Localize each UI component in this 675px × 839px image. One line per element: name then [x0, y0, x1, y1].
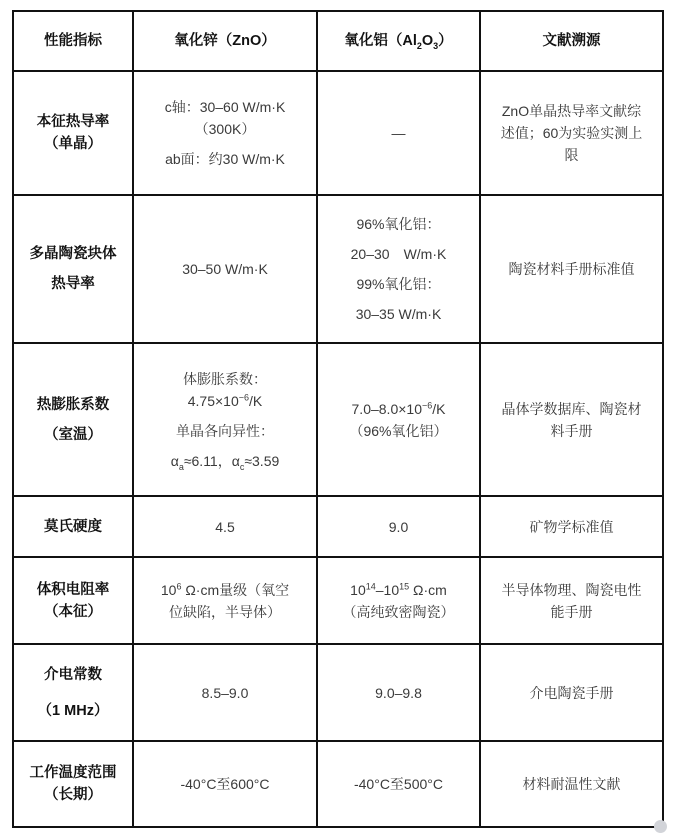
al2o3-cte-unit: /K: [432, 400, 446, 417]
al2o3-cell: [317, 496, 480, 557]
source-cell: [480, 557, 663, 644]
al2o3-cell: [317, 741, 480, 827]
header-al2o3-sub1: 2: [416, 40, 422, 51]
zno-line: ab面：约30 W/m·K: [165, 151, 285, 167]
zno-line: -40°C至600°C: [180, 776, 270, 792]
source-line: 晶体学数据库、陶瓷材: [501, 400, 642, 417]
zno-line: [138, 450, 312, 472]
header-al2o3-sub2: 3: [433, 40, 439, 51]
zno-cell: [133, 496, 317, 557]
al2o3-res-unit: Ω·cm: [409, 581, 447, 598]
metric-line: 介电常数: [44, 666, 102, 683]
metric-line: 工作温度范围: [29, 765, 117, 781]
zno-line: [138, 579, 312, 601]
header-source-label: 文献溯源: [542, 33, 601, 49]
alpha-c-val: ≈3.59: [244, 452, 280, 469]
zno-line: 单晶各向异性：: [176, 422, 274, 439]
header-al2o3-suffix: ）: [438, 33, 453, 49]
al2o3-line: [322, 579, 475, 601]
al2o3-line: 9.0–9.8: [375, 684, 422, 701]
zno-res-base: 10: [160, 581, 177, 598]
alpha-c-sub: c: [239, 461, 245, 472]
metric-cell: [13, 557, 133, 644]
al2o3-res-exp2: 15: [399, 580, 410, 591]
zno-line: （300K）: [194, 121, 256, 137]
table-row: [13, 496, 663, 557]
zno-cte-unit: /K: [249, 392, 263, 409]
header-al2o3-prefix: 氧化铝（Al: [344, 33, 417, 49]
source-line: 材料耐温性文献: [522, 776, 621, 792]
metric-cell: [13, 71, 133, 195]
metric-line: （1 MHz）: [37, 702, 109, 719]
al2o3-line: 20–30 W/m·K: [350, 246, 447, 262]
metric-cell: [13, 343, 133, 496]
zno-res-exp: 6: [176, 580, 182, 591]
source-cell: [480, 496, 663, 557]
source-cell: [480, 71, 663, 195]
header-zno-label: 氧化锌（ZnO）: [174, 33, 276, 49]
table-row: [13, 343, 663, 496]
zno-cell: [133, 741, 317, 827]
al2o3-line: （高纯致密陶瓷）: [342, 603, 455, 620]
metric-line: 热导率: [51, 276, 95, 292]
source-line: 陶瓷材料手册标准值: [508, 261, 635, 277]
al2o3-line: （96%氧化铝）: [349, 422, 448, 439]
alpha-a-sub: a: [178, 461, 184, 472]
al2o3-res-base1: 10: [350, 581, 366, 598]
metric-cell: [13, 195, 133, 343]
table-row: [13, 557, 663, 644]
header-row: [13, 11, 663, 71]
metric-line: （室温）: [44, 426, 102, 443]
al2o3-res-exp1: 14: [365, 580, 376, 591]
al2o3-res-base2: –10: [375, 581, 400, 598]
metric-line: 本征热导率: [36, 114, 110, 130]
table-row: [13, 644, 663, 741]
source-cell: [480, 741, 663, 827]
zno-cte-base: 4.75×10: [187, 392, 239, 409]
zno-line: 8.5–9.0: [201, 684, 249, 701]
alpha-a: α: [170, 452, 179, 469]
al2o3-line: 9.0: [388, 518, 409, 535]
al2o3-line: —: [391, 125, 406, 141]
al2o3-cell: [317, 195, 480, 343]
al2o3-cell: [317, 644, 480, 741]
zno-cell: [133, 71, 317, 195]
source-line: 能手册: [550, 603, 593, 620]
al2o3-line: 96%氧化铝：: [356, 216, 441, 232]
zno-line: 4.5: [215, 518, 235, 535]
zno-cell: [133, 557, 317, 644]
metric-line: （本征）: [44, 603, 102, 620]
metric-line: 体积电阻率: [36, 581, 110, 598]
metric-line: 莫氏硬度: [44, 518, 102, 535]
zno-cell: [133, 644, 317, 741]
source-line: 述值；60为实验实测上: [500, 125, 643, 141]
al2o3-cte-base: 7.0–8.0×10: [351, 400, 422, 417]
zno-line: c轴：30–60 W/m·K: [164, 99, 286, 115]
source-line: 料手册: [550, 422, 593, 439]
al2o3-cell: [317, 343, 480, 496]
properties-table: [12, 10, 664, 828]
table-resize-handle[interactable]: [654, 820, 667, 833]
metric-cell: [13, 644, 133, 741]
al2o3-cell: [317, 71, 480, 195]
metric-cell: [13, 496, 133, 557]
al2o3-line: 99%氧化铝：: [356, 276, 441, 292]
al2o3-line: 30–35 W/m·K: [355, 306, 442, 322]
al2o3-cte-exp: −6: [421, 399, 433, 410]
source-cell: [480, 343, 663, 496]
al2o3-line: [322, 398, 475, 420]
source-line: 限: [564, 147, 579, 163]
zno-line: [138, 390, 312, 412]
metric-line: 热膨胀系数: [36, 396, 110, 413]
source-cell: [480, 195, 663, 343]
zno-line: 30–50 W/m·K: [182, 261, 268, 277]
al2o3-line: -40°C至500°C: [353, 776, 443, 792]
metric-line: （单晶）: [44, 136, 102, 152]
header-source: [480, 11, 663, 71]
header-metric: [13, 11, 133, 71]
zno-res-rest: Ω·cm量级（氧空: [181, 581, 290, 598]
table-row: [13, 195, 663, 343]
zno-line: 体膨胀系数：: [183, 370, 267, 387]
header-zno: [133, 11, 317, 71]
al2o3-cell: [317, 557, 480, 644]
header-al2o3: [317, 11, 480, 71]
alpha-c: α: [231, 452, 240, 469]
table-row: [13, 741, 663, 827]
zno-cell: [133, 195, 317, 343]
zno-cte-exp: −6: [238, 391, 250, 402]
source-line: 半导体物理、陶瓷电性: [501, 581, 642, 598]
metric-line: 多晶陶瓷块体: [29, 246, 117, 262]
metric-cell: [13, 741, 133, 827]
source-line: ZnO单晶热导率文献综: [501, 103, 642, 119]
metric-line: （长期）: [44, 787, 102, 803]
header-metric-label: 性能指标: [44, 33, 102, 49]
table-row: [13, 71, 663, 195]
zno-line: 位缺陷，半导体）: [169, 603, 281, 620]
source-cell: [480, 644, 663, 741]
zno-cell: [133, 343, 317, 496]
source-line: 介电陶瓷手册: [529, 684, 614, 701]
alpha-a-val: ≈6.11，: [183, 452, 232, 469]
header-al2o3-mid: O: [421, 33, 434, 49]
source-line: 矿物学标准值: [529, 518, 614, 535]
